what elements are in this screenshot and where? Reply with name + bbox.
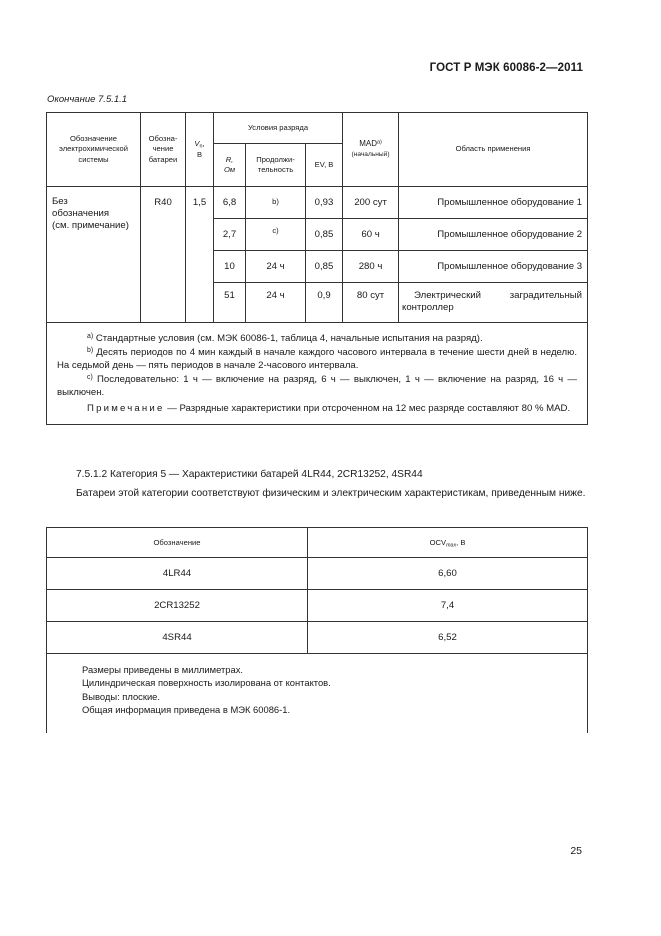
footnote-b-mark: b) [87, 346, 94, 354]
row1-application: Промышленное оборудование 1 [399, 187, 588, 219]
header-duration [246, 144, 306, 187]
ocv-label: OCV [429, 538, 447, 547]
row2-application: Промышленное оборудование 2 [399, 219, 588, 251]
mad-note: (начальный) [351, 151, 390, 159]
vn-symbol: V [194, 139, 200, 149]
row2-duration [246, 219, 306, 251]
cell-battery [141, 187, 186, 323]
vn-text: 1,5 [192, 197, 207, 208]
footnote-a-mark: a) [87, 332, 94, 340]
footnote-a-text: Стандартные условия (см. МЭК 60086-1, таблица 4, начальные испытания на разряд). [95, 333, 483, 344]
header-battery [141, 113, 186, 187]
discharge-table [46, 112, 588, 425]
footnote-c-text: Последовательно: 1 ч — включение на разряд, 6 ч — выключен, 1 ч — включение на разряд, 16 ч — выключен. [57, 373, 578, 399]
t2-note-4: Общая информация приведена в МЭК 60086-1. [82, 704, 291, 716]
ocv-table [46, 527, 588, 733]
mad-sup: a) [376, 139, 382, 146]
page-number: 25 [570, 845, 582, 857]
row2-duration-text: c) [272, 226, 279, 235]
header-application: Область применения [399, 113, 588, 187]
mad-label: MAD [359, 138, 377, 148]
header-system-text: Обозначение электрохимической системы [59, 134, 128, 164]
row3-mad: 280 ч [343, 251, 399, 283]
row2-mad: 60 ч [343, 219, 399, 251]
cell-vn [186, 187, 214, 323]
continuation-label: Окончание 7.5.1.1 [47, 94, 128, 105]
row1-mad: 200 сут [343, 187, 399, 219]
section-body: Батареи этой категории соответствуют физическим и электрическим характеристикам, приведенным ниже. [76, 488, 586, 499]
t2-note-3: Выводы: плоские. [82, 690, 161, 702]
footnote-b [57, 346, 577, 373]
header-discharge-conditions: Условия разряда [214, 113, 343, 144]
t2-header-ocv [308, 528, 588, 558]
section-title: 7.5.1.2 Категория 5 — Характеристики батарей 4LR44, 2CR13252, 4SR44 [76, 469, 423, 480]
t2-note-1: Размеры приведены в миллиметрах. [82, 664, 243, 675]
table1-footnotes [47, 323, 588, 425]
vn-unit: , В [196, 139, 205, 159]
row1-r: 6,8 [214, 187, 246, 219]
t2-note-2: Цилиндрическая поверхность изолирована от контактов. [82, 677, 331, 689]
system-text: Без обозначения (см. примечание) [52, 196, 129, 231]
battery-text: R40 [154, 197, 172, 208]
row4-duration: 24 ч [246, 283, 306, 323]
row3-application: Промышленное оборудование 3 [399, 251, 588, 283]
t2-notes [47, 654, 588, 734]
cell-system [47, 187, 141, 323]
row1-duration [246, 187, 306, 219]
header-battery-text: Обозна- чение батареи [148, 134, 178, 164]
note-label: Примечание [87, 403, 165, 415]
header-duration-text: Продолжи- тельность [256, 154, 295, 174]
t2-row1-ocv: 6,60 [308, 558, 588, 590]
header-mad [343, 113, 399, 187]
t2-row2-designation: 2CR13252 [47, 590, 308, 622]
row3-ev: 0,85 [306, 251, 343, 283]
row3-r: 10 [214, 251, 246, 283]
table1-note [57, 402, 577, 416]
t2-row3-ocv: 6,52 [308, 622, 588, 654]
row1-duration-text: b) [272, 197, 279, 206]
footnote-c-mark: c) [87, 373, 93, 381]
t2-row3-designation: 4SR44 [47, 622, 308, 654]
row2-r: 2,7 [214, 219, 246, 251]
t2-row2-ocv: 7,4 [308, 590, 588, 622]
row4-r: 51 [214, 283, 246, 323]
row4-ev: 0,9 [306, 283, 343, 323]
footnote-a [57, 332, 577, 346]
page-header-standard: ГОСТ Р МЭК 60086-2—2011 [429, 62, 583, 74]
ocv-unit: , В [456, 538, 466, 547]
header-r [214, 144, 246, 187]
footnote-b-text: Десять периодов по 4 мин каждый в начале каждого часового интервала в течение шести дней в неделю. На седьмой день — пять периодов в начале 2-часового интервала. [57, 346, 578, 372]
header-vn [186, 113, 214, 187]
header-r-text: R, Ом [223, 154, 236, 174]
header-system [47, 113, 141, 187]
footnote-c [57, 373, 577, 400]
note-text: — Разрядные характеристики при отсроченном на 12 мес разряде составляют 80 % MAD. [164, 403, 571, 415]
t2-header-designation: Обозначение [47, 528, 308, 558]
t2-row1-designation: 4LR44 [47, 558, 308, 590]
ocv-sub: max [446, 542, 457, 549]
row4-application: Электрический заградительный контроллер [399, 283, 588, 323]
row1-ev: 0,93 [306, 187, 343, 219]
row4-mad: 80 сут [343, 283, 399, 323]
row2-ev: 0,85 [306, 219, 343, 251]
vn-sub: n [199, 143, 203, 150]
header-ev: EV, В [306, 144, 343, 187]
row3-duration: 24 ч [246, 251, 306, 283]
